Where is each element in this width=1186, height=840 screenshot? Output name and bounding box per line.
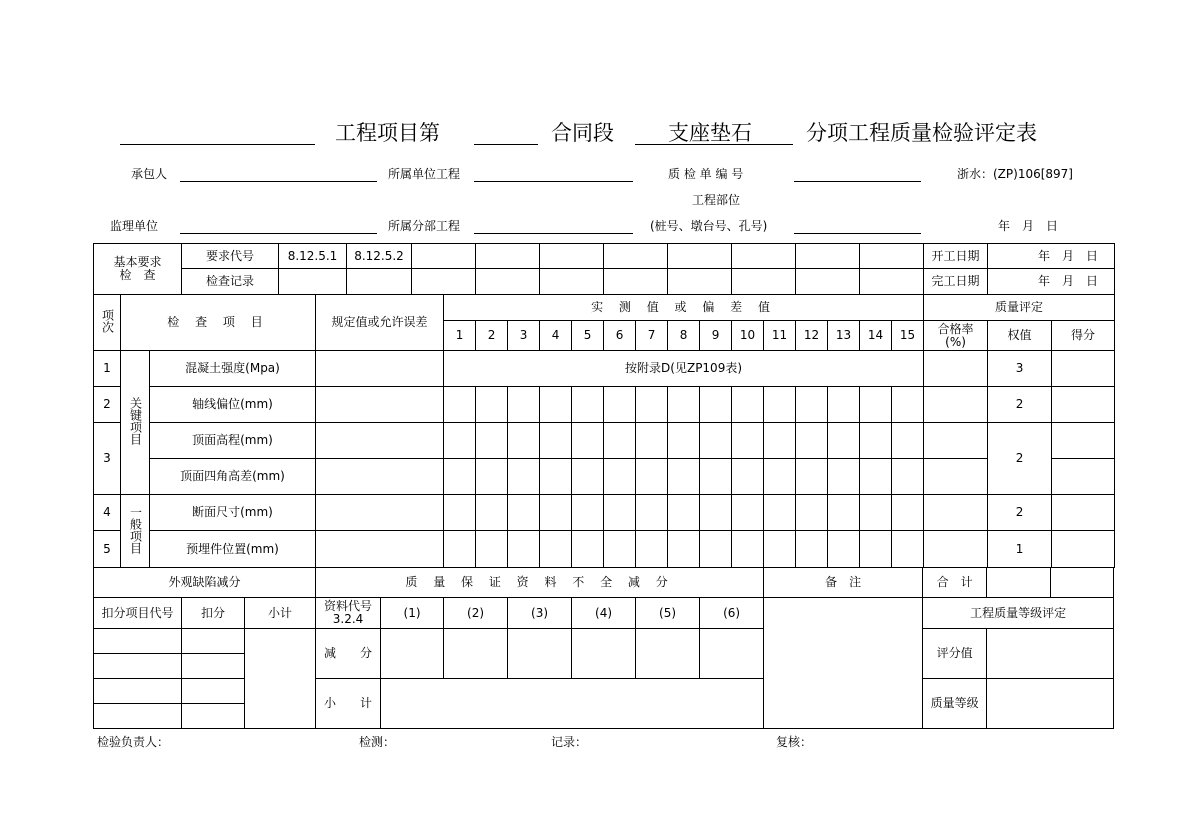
remarks-cell[interactable] [764,598,923,729]
code-1: 8.12.5.1 [279,244,347,269]
deduct-points-cell[interactable] [182,679,245,704]
deduction-table [93,567,1114,729]
record-sign-label: 记录： [551,735,588,749]
measure-cell[interactable] [700,531,732,568]
remarks-label: 备 注 [764,568,923,598]
pass-rate-cell[interactable] [924,423,988,459]
doc-code-header: 资料代号3.2.4 [316,598,381,629]
measure-cell[interactable] [508,495,540,531]
code-cell[interactable] [796,244,860,269]
item-no-header: 项次 [94,295,121,351]
measure-col-8: 8 [668,321,700,351]
record-cell[interactable] [668,269,732,295]
score-cell[interactable] [1052,387,1115,423]
measure-cell[interactable] [636,531,668,568]
measure-cell[interactable] [476,495,508,531]
measure-cell[interactable] [668,387,700,423]
measure-cell[interactable] [892,531,924,568]
measure-cell[interactable] [444,423,476,459]
measure-col-5: 5 [572,321,604,351]
doc-minus-cell[interactable] [700,629,764,679]
code-cell[interactable] [540,244,604,269]
measure-col-14: 14 [860,321,892,351]
measure-cell[interactable] [892,387,924,423]
location-sublabel: (桩号、墩台号、孔号) [650,219,768,233]
measure-cell[interactable] [572,459,604,495]
code-2: 8.12.5.2 [347,244,412,269]
general-items-group: 一般项目 [121,495,150,568]
deduct-subtotal-cell[interactable] [245,629,316,729]
record-cell[interactable] [860,269,924,295]
measure-cell[interactable] [860,387,892,423]
finish-date-value[interactable]: 年 月 日 [988,269,1115,295]
doc-minus-cell[interactable] [572,629,636,679]
doc-minus-cell[interactable] [636,629,700,679]
total-cell[interactable] [1051,568,1114,598]
measure-cell[interactable] [540,459,572,495]
measure-cell[interactable] [700,387,732,423]
doc-minus-cell[interactable] [381,629,444,679]
doc-minus-cell[interactable] [444,629,508,679]
measure-col-13: 13 [828,321,860,351]
item-no: 5 [94,531,121,568]
item-name: 轴线偏位(mm) [150,387,316,423]
measure-cell[interactable] [636,387,668,423]
record-cell[interactable] [796,269,860,295]
measured-header: 实 测 值 或 偏 差 值 [444,295,924,321]
measure-cell[interactable] [604,495,636,531]
measure-col-11: 11 [764,321,796,351]
item-header: 检 查 项 目 [121,295,316,351]
doc-subtotal-cell[interactable] [381,679,764,729]
deduct-points-cell[interactable] [182,704,245,729]
weight-cell: 3 [988,351,1052,387]
record-cell[interactable] [604,269,668,295]
total-label: 合 计 [923,568,987,598]
measure-cell[interactable] [796,495,828,531]
spec-cell[interactable] [316,423,444,459]
doc-col-6: (6) [700,598,764,629]
record-cell[interactable] [347,269,412,295]
code-label: 要求代号 [182,244,279,269]
score-value-label: 评分值 [923,629,987,679]
measured-note: 按附录D(见ZP109表) [444,351,924,387]
basic-requirements-label: 基本要求检 查 [94,244,182,295]
spec-header: 规定值或允许误差 [316,295,444,351]
doc-col-3: (3) [508,598,572,629]
deduct-code-cell[interactable] [94,704,182,729]
measure-cell[interactable] [444,459,476,495]
form-code: 浙水：(ZP)106[897] [957,167,1073,181]
item-name: 混凝土强度(Mpa) [150,351,316,387]
grade-label: 质量等级 [923,679,987,729]
grade-cell[interactable] [987,679,1114,729]
item-no: 3 [94,423,121,495]
contractor-field[interactable] [180,165,377,182]
score-cell[interactable] [1052,495,1115,531]
item-no: 4 [94,495,121,531]
item-name: 顶面四角高差(mm) [150,459,316,495]
measure-cell[interactable] [668,531,700,568]
measure-cell[interactable] [668,459,700,495]
measure-cell[interactable] [540,387,572,423]
pass-rate-header: 合格率(%) [924,321,988,351]
measure-cell[interactable] [860,495,892,531]
pass-rate-cell[interactable] [924,459,988,495]
record-cell[interactable] [476,269,540,295]
spec-cell[interactable] [316,459,444,495]
deduct-code-header: 扣分项目代号 [94,598,182,629]
measure-cell[interactable] [668,423,700,459]
measure-cell[interactable] [828,423,860,459]
measure-cell[interactable] [636,495,668,531]
measure-cell[interactable] [572,387,604,423]
deduct-subtotal-header: 小计 [245,598,316,629]
doc-col-5: (5) [636,598,700,629]
score-cell[interactable] [1052,423,1115,459]
finish-date-label: 完工日期 [924,269,988,295]
measure-cell[interactable] [892,495,924,531]
measure-col-4: 4 [540,321,572,351]
measure-cell[interactable] [892,423,924,459]
measure-col-1: 1 [444,321,476,351]
title-part2: 合同段 [551,121,614,145]
measure-cell[interactable] [860,459,892,495]
measure-cell[interactable] [732,423,764,459]
review-label: 复核： [776,735,813,749]
header-date: 年 月 日 [998,219,1059,233]
spec-cell[interactable] [316,351,444,387]
score-cell[interactable] [1052,459,1115,495]
title-part1: 工程项目第 [335,121,440,145]
measure-cell[interactable] [540,531,572,568]
deduct-code-cell[interactable] [94,629,182,654]
code-cell[interactable] [668,244,732,269]
deduct-code-cell[interactable] [94,679,182,704]
measure-cell[interactable] [476,387,508,423]
doc-subtotal-label: 小 计 [316,679,381,729]
measure-cell[interactable] [572,531,604,568]
key-items-group: 关键项目 [121,351,150,495]
measure-cell[interactable] [828,387,860,423]
doc-col-4: (4) [572,598,636,629]
measure-cell[interactable] [732,459,764,495]
spec-cell[interactable] [316,531,444,568]
measure-cell[interactable] [476,459,508,495]
measure-cell[interactable] [476,531,508,568]
measure-cell[interactable] [508,459,540,495]
measure-cell[interactable] [764,387,796,423]
measure-col-6: 6 [604,321,636,351]
contractor-label: 承包人 [131,167,168,181]
total-cell[interactable] [987,568,1051,598]
supervisor-label: 监理单位 [110,219,159,233]
measure-cell[interactable] [604,387,636,423]
pass-rate-cell[interactable] [924,495,988,531]
measure-col-2: 2 [476,321,508,351]
measure-cell[interactable] [444,387,476,423]
measure-cell[interactable] [604,459,636,495]
measure-cell[interactable] [828,495,860,531]
measure-cell[interactable] [860,531,892,568]
measure-cell[interactable] [540,495,572,531]
inspection-no-label: 质 检 单 编 号 [668,167,744,181]
measure-cell[interactable] [700,495,732,531]
contract-no-line [474,118,538,145]
measure-cell[interactable] [796,459,828,495]
item-name: 断面尺寸(mm) [150,495,316,531]
project-name-line [120,118,315,145]
minus-label: 减 分 [316,629,381,679]
inspection-items-table [93,294,1115,568]
measure-cell[interactable] [764,495,796,531]
deduct-points-cell[interactable] [182,629,245,654]
measure-cell[interactable] [796,387,828,423]
spec-cell[interactable] [316,387,444,423]
docs-deduction-label: 质 量 保 证 资 料 不 全 减 分 [316,568,764,598]
unit-project-label: 所属单位工程 [388,167,461,181]
measure-cell[interactable] [572,423,604,459]
measure-cell[interactable] [508,423,540,459]
pass-rate-cell[interactable] [924,387,988,423]
unit-project-field[interactable] [474,165,633,182]
measure-cell[interactable] [796,423,828,459]
record-cell[interactable] [540,269,604,295]
doc-col-1: (1) [381,598,444,629]
weight-cell: 2 [988,423,1052,495]
measure-cell[interactable] [860,423,892,459]
deduct-points-header: 扣分 [182,598,245,629]
measure-cell[interactable] [892,459,924,495]
title-subitem: 支座垫石 [668,121,752,145]
measure-col-9: 9 [700,321,732,351]
item-no: 2 [94,387,121,423]
score-header: 得分 [1052,321,1115,351]
record-label: 检查记录 [182,269,279,295]
grade-title: 工程质量等级评定 [923,598,1114,629]
location-label: 工程部位 [692,193,741,207]
inspection-no-field[interactable] [794,165,921,182]
weight-header: 权值 [988,321,1052,351]
score-cell[interactable] [1052,351,1115,387]
measure-cell[interactable] [828,459,860,495]
record-cell[interactable] [732,269,796,295]
title-part3: 分项工程质量检验评定表 [806,121,1037,145]
doc-minus-cell[interactable] [508,629,572,679]
inspector-label: 检验负责人： [97,735,170,749]
start-date-value[interactable]: 年 月 日 [988,244,1115,269]
item-name: 预埋件位置(mm) [150,531,316,568]
start-date-label: 开工日期 [924,244,988,269]
measure-cell[interactable] [508,531,540,568]
measure-col-3: 3 [508,321,540,351]
item-no: 1 [94,351,121,387]
measure-cell[interactable] [764,531,796,568]
division-project-field[interactable] [474,217,633,234]
measure-cell[interactable] [508,387,540,423]
measure-cell[interactable] [828,531,860,568]
item-name: 顶面高程(mm) [150,423,316,459]
measure-cell[interactable] [732,387,764,423]
code-cell[interactable] [732,244,796,269]
code-cell[interactable] [412,244,476,269]
measure-cell[interactable] [700,423,732,459]
measure-cell[interactable] [540,423,572,459]
measure-col-12: 12 [796,321,828,351]
deduct-code-cell[interactable] [94,654,182,679]
supervisor-field[interactable] [180,217,377,234]
test-label: 检测： [359,735,396,749]
pass-rate-cell[interactable] [924,351,988,387]
measure-cell[interactable] [476,423,508,459]
spec-cell[interactable] [316,495,444,531]
measure-cell[interactable] [732,495,764,531]
measure-cell[interactable] [636,459,668,495]
deduct-points-cell[interactable] [182,654,245,679]
basic-requirements-table [93,243,1115,295]
measure-col-15: 15 [892,321,924,351]
score-value-cell[interactable] [987,629,1114,679]
pass-rate-cell[interactable] [924,531,988,568]
measure-col-7: 7 [636,321,668,351]
appearance-deduction-label: 外观缺陷减分 [94,568,316,598]
code-cell[interactable] [860,244,924,269]
measure-cell[interactable] [572,495,604,531]
measure-cell[interactable] [604,531,636,568]
doc-col-2: (2) [444,598,508,629]
measure-cell[interactable] [604,423,636,459]
measure-cell[interactable] [668,495,700,531]
measure-cell[interactable] [764,423,796,459]
record-cell[interactable] [279,269,347,295]
measure-cell[interactable] [444,495,476,531]
record-cell[interactable] [412,269,476,295]
division-project-label: 所属分部工程 [388,219,461,233]
measure-cell[interactable] [732,531,764,568]
measure-cell[interactable] [764,459,796,495]
location-field[interactable] [794,217,921,234]
score-cell[interactable] [1052,531,1115,568]
measure-cell[interactable] [700,459,732,495]
code-cell[interactable] [604,244,668,269]
weight-cell: 2 [988,387,1052,423]
measure-cell[interactable] [444,531,476,568]
measure-cell[interactable] [636,423,668,459]
code-cell[interactable] [476,244,540,269]
measure-col-10: 10 [732,321,764,351]
weight-cell: 1 [988,531,1052,568]
measure-cell[interactable] [796,531,828,568]
weight-cell: 2 [988,495,1052,531]
eval-header: 质量评定 [924,295,1115,321]
